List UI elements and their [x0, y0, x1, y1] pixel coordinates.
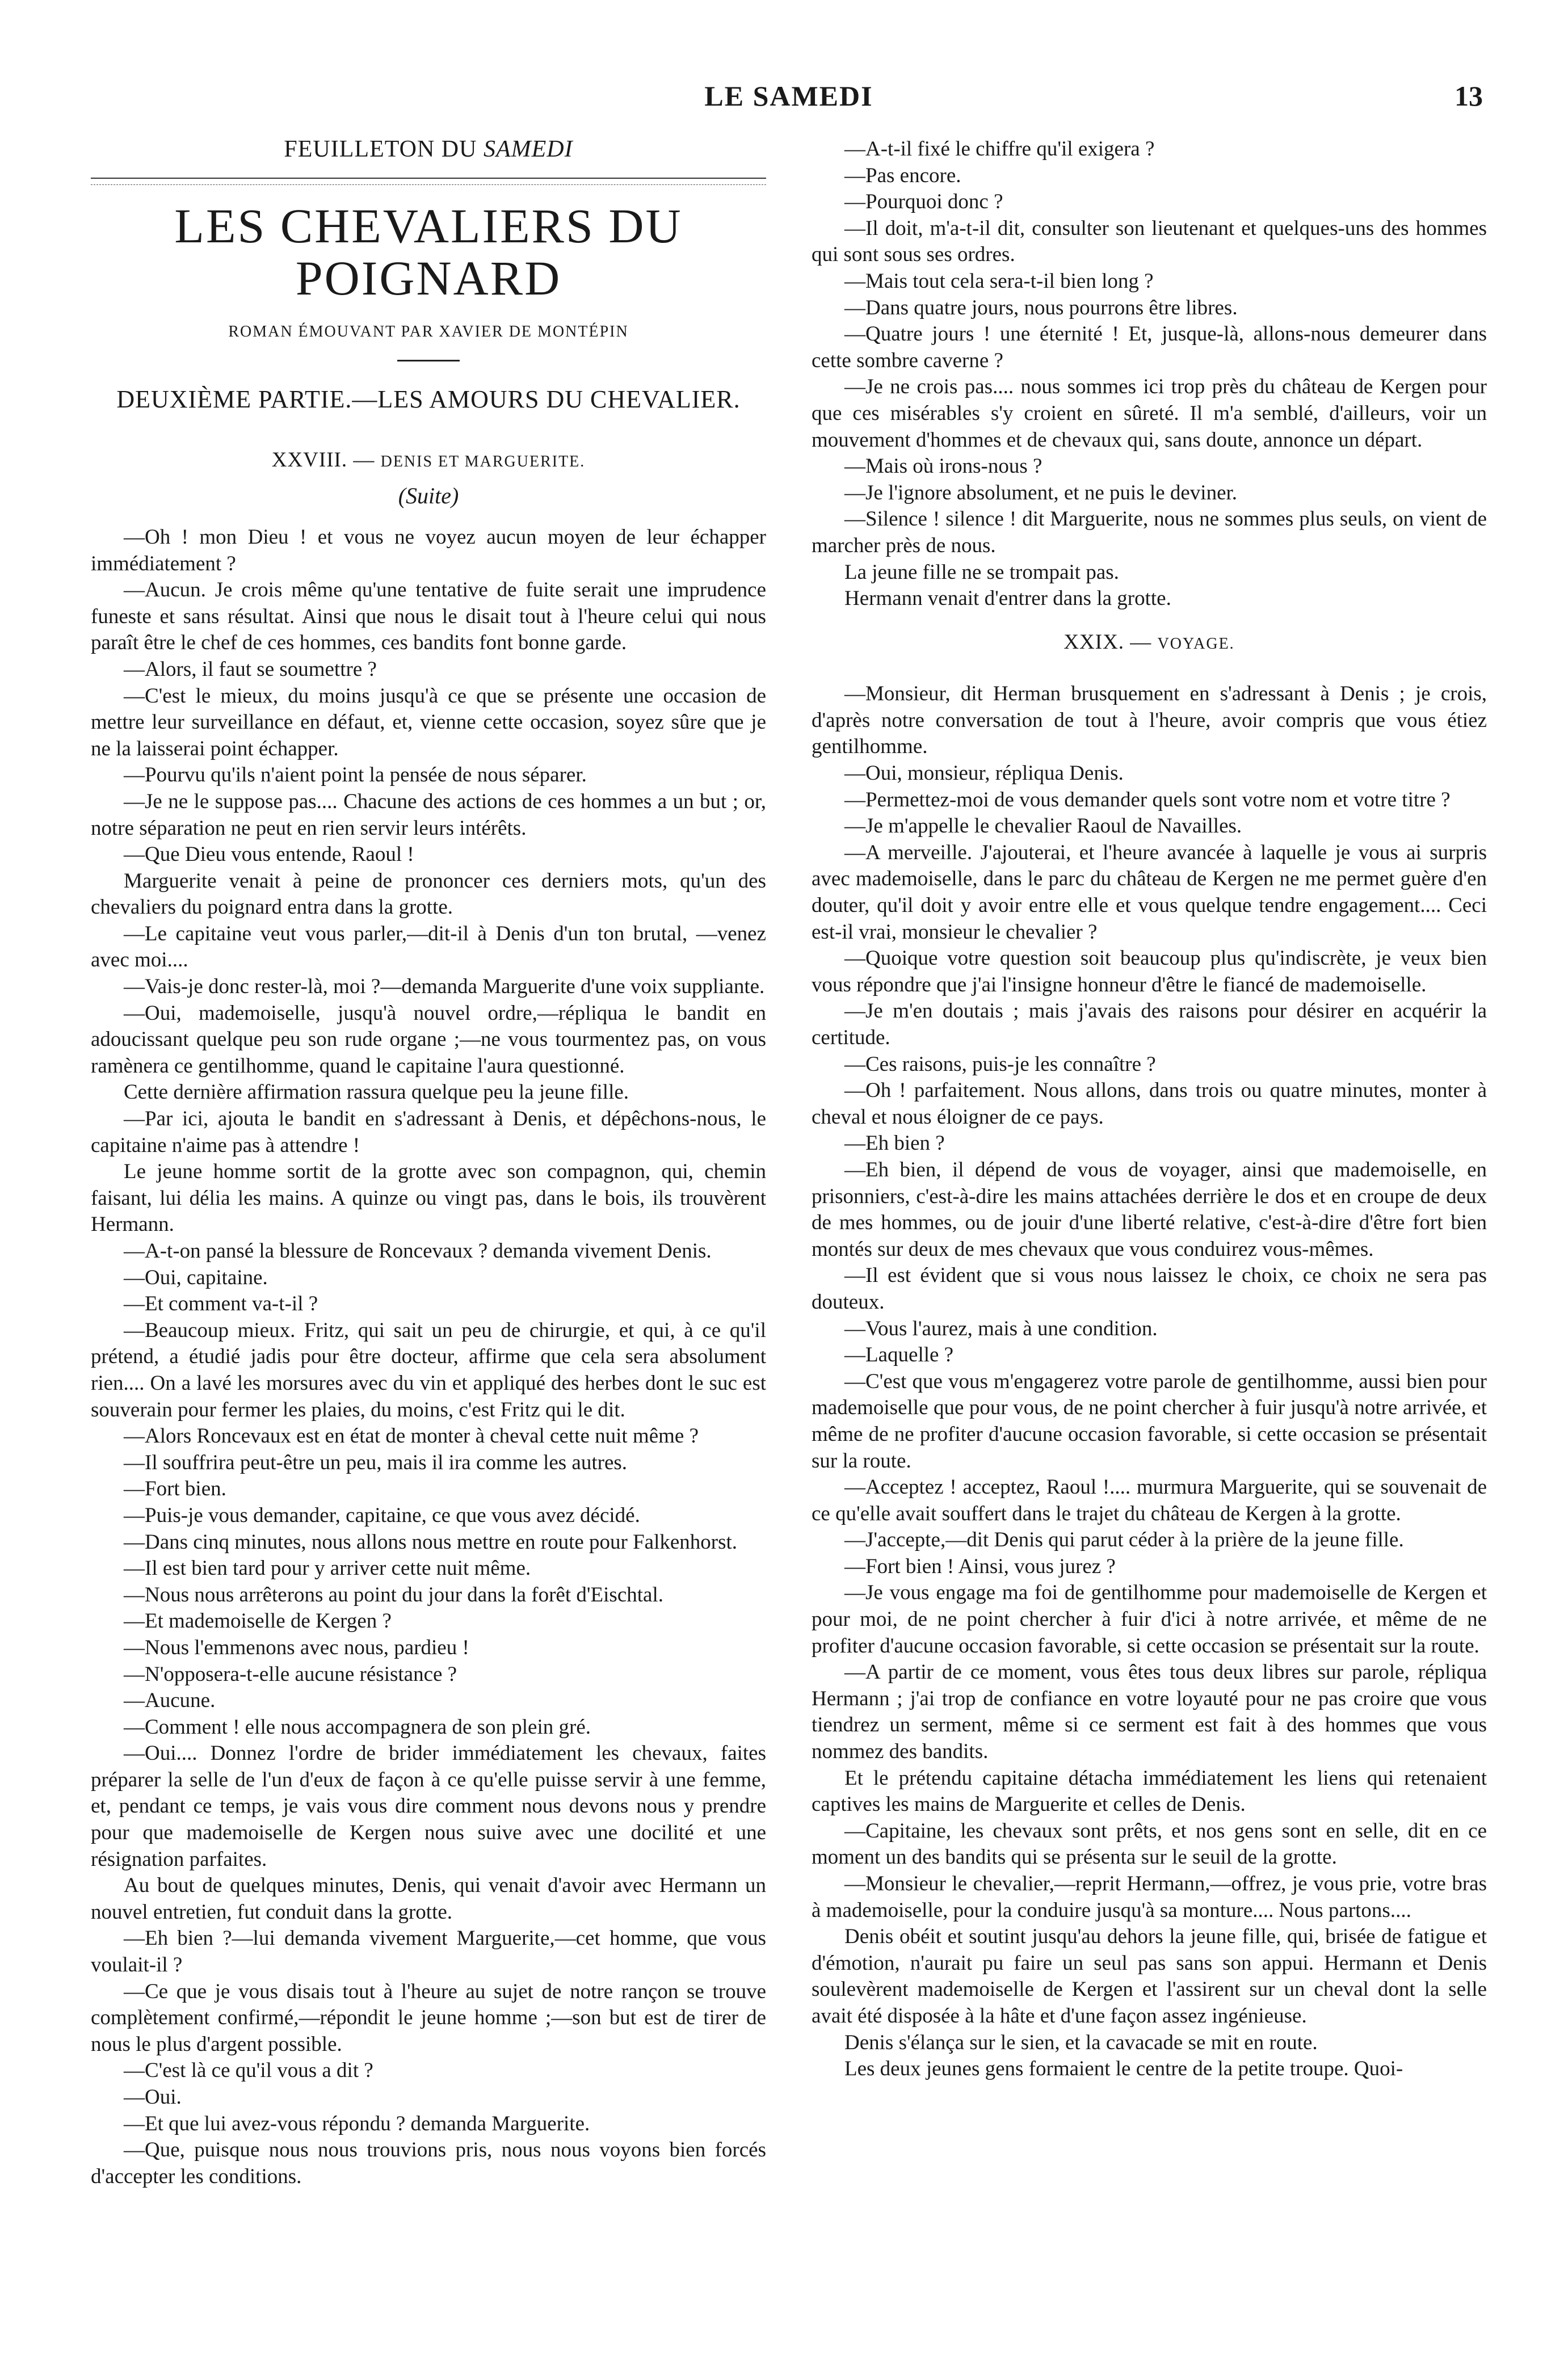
- paragraph: —Eh bien, il dépend de vous de voyager, ainsi que mademoiselle, en prisonniers, c'est-à-dire les mains attachées derrière le dos et en croupe de deux de mes hommes, ou de jouir d'une liberté relative, c'est-à-dire d'être fort bien montés sur deux de mes chevaux que vous conduirez vous-mêmes.: [812, 1158, 1487, 1261]
- paragraph: —Je m'en doutais ; mais j'avais des raisons pour désirer en acquérir la certitude.: [812, 999, 1487, 1049]
- paragraph: —Oui.... Donnez l'ordre de brider immédiatement les chevaux, faites préparer la selle de l'un d'eux de façon à ce qu'elle puisse servir à une femme, et, pendant ce temps, je vais vous dire comment nous devons nous y prendre pour que mademoiselle de Kergen nous suive avec une docilité et une résignation parfaites.: [91, 1742, 766, 1871]
- novel-title: LES CHEVALIERS DU POIGNARD: [174, 198, 683, 305]
- paragraph: —N'opposera-t-elle aucune résistance ?: [124, 1662, 457, 1686]
- right-body-text-a: [812, 136, 1487, 612]
- paragraph: —Et que lui avez-vous répondu ? demanda Marguerite.: [124, 2112, 590, 2135]
- paragraph: —Dans cinq minutes, nous allons nous mettre en route pour Falkenhorst.: [124, 1530, 738, 1554]
- paragraph: Marguerite venait à peine de prononcer ces derniers mots, qu'un des chevaliers du poignard entra dans la grotte.: [91, 869, 766, 919]
- paragraph: Cette dernière affirmation rassura quelque peu la jeune fille.: [124, 1080, 629, 1104]
- paragraph: —Quatre jours ! une éternité ! Et, jusque-là, allons-nous demeurer dans cette sombre caverne ?: [812, 322, 1487, 372]
- chapter2-heading: [812, 629, 1487, 658]
- paragraph: —Monsieur, dit Herman brusquement en s'adressant à Denis ; je crois, d'après notre conversation de tout à l'heure, avoir compris que vous étiez gentilhomme.: [812, 682, 1487, 759]
- paragraph: Hermann venait d'entrer dans la grotte.: [844, 587, 1171, 611]
- paragraph: —Aucune.: [124, 1689, 216, 1713]
- paragraph: —Et comment va-t-il ?: [124, 1292, 318, 1316]
- paragraph: —Oui, capitaine.: [124, 1265, 268, 1289]
- running-head: [0, 79, 1568, 125]
- right-column: [812, 136, 1487, 2083]
- paragraph: —Ce que je vous disais tout à l'heure au sujet de notre rançon se trouve complètement confirmé,—répondit le jeune homme ;—son but est de tirer de nous le plus d'argent possible.: [91, 1979, 766, 2056]
- paragraph: —A-t-on pansé la blessure de Roncevaux ? demanda vivement Denis.: [124, 1239, 712, 1263]
- paragraph: —Oui.: [124, 2086, 182, 2109]
- paragraph: —Je ne le suppose pas.... Chacune des actions de ces hommes a un but ; or, notre séparation ne peut en rien servir leurs intérêts.: [91, 789, 766, 840]
- right-body-text-b: [812, 681, 1487, 2082]
- part-title: DEUXIÈME PARTIE.—LES AMOURS DU CHEVALIER.: [116, 385, 741, 414]
- paragraph: —A-t-il fixé le chiffre qu'il exigera ?: [844, 137, 1155, 161]
- left-column: [91, 136, 766, 2190]
- paragraph: —Aucun. Je crois même qu'une tentative de fuite serait une imprudence funeste et sans résultat. Ainsi que nous le disait tout à l'heure celui qui nous paraît être le chef de ces hommes, ces bandits font bonne garde.: [91, 578, 766, 655]
- paragraph: —J'accepte,—dit Denis qui parut céder à la prière de la jeune fille.: [844, 1528, 1404, 1552]
- paragraph: —Laquelle ?: [844, 1343, 954, 1367]
- paragraph: —Nous nous arrêterons au point du jour dans la forêt d'Eischtal.: [124, 1583, 663, 1607]
- byline: ROMAN ÉMOUVANT PAR XAVIER DE MONTÉPIN: [228, 322, 629, 340]
- paragraph: Les deux jeunes gens formaient le centre de la petite troupe. Quoi-: [844, 2057, 1403, 2081]
- paragraph: —Et mademoiselle de Kergen ?: [124, 1609, 392, 1633]
- kicker-text: FEUILLETON DU: [284, 136, 477, 162]
- paragraph: —Ces raisons, puis-je les connaître ?: [844, 1052, 1156, 1076]
- paragraph: —C'est là ce qu'il vous a dit ?: [124, 2059, 373, 2083]
- paragraph: —C'est que vous m'engagerez votre parole de gentilhomme, aussi bien pour mademoiselle que pour vous, de ne point chercher à fuir jusqu'à notre arrivée, et même de ne profiter d'aucune occasion favorable, si cette occasion se présentait sur la route.: [812, 1369, 1487, 1473]
- chapter2-number: XXIX. —: [1063, 630, 1152, 654]
- paragraph: —Mais tout cela sera-t-il bien long ?: [844, 269, 1154, 293]
- paragraph: —Alors Roncevaux est en état de monter à cheval cette nuit même ?: [124, 1424, 699, 1448]
- paragraph: —Pas encore.: [844, 163, 961, 187]
- paragraph: —Puis-je vous demander, capitaine, ce que vous avez décidé.: [124, 1503, 640, 1527]
- paragraph: —A partir de ce moment, vous êtes tous deux libres sur parole, répliqua Hermann ; j'ai trop de confiance en votre loyauté pour ne pas croire que vous tiendrez un serment, même si ce serment est fait à des hommes que vous nommez des bandits.: [812, 1660, 1487, 1764]
- paragraph: —Oh ! parfaitement. Nous allons, dans trois ou quatre minutes, monter à cheval et nous éloigner de ce pays.: [812, 1079, 1487, 1129]
- paragraph: —Dans quatre jours, nous pourrons être libres.: [844, 296, 1238, 319]
- paragraph: La jeune fille ne se trompait pas.: [844, 560, 1119, 584]
- paragraph: —Il est évident que si vous nous laissez le choix, ce choix ne sera pas douteux.: [812, 1264, 1487, 1314]
- page-number: 13: [1455, 80, 1483, 112]
- paragraph: —Je vous engage ma foi de gentilhomme pour mademoiselle de Kergen et pour moi, de ne point chercher à fuir d'ici à notre arrivée, et même de ne profiter d'aucune occasion favorable, si cette occasion se présentait sur la route.: [812, 1581, 1487, 1658]
- paragraph: —Il souffrira peut-être un peu, mais il ira comme les autres.: [124, 1450, 628, 1474]
- paragraph: —Oh ! mon Dieu ! et vous ne voyez aucun moyen de leur échapper immédiatement ?: [91, 525, 766, 575]
- paragraph: —A merveille. J'ajouterai, et l'heure avancée à laquelle je vous ai surpris avec mademoiselle, dans le parc du château de Kergen ne me permet guère d'en douter, qu'il doit y avoir entre elle et vous quelque tendre engagement.... Ceci est-il vrai, monsieur le chevalier ?: [812, 840, 1487, 944]
- paragraph: —Que Dieu vous entende, Raoul !: [124, 843, 414, 867]
- paragraph: Le jeune homme sortit de la grotte avec son compagnon, qui, chemin faisant, lui délia les mains. A quinze ou vingt pas, dans le bois, ils trouvèrent Hermann.: [91, 1160, 766, 1237]
- chapter-title: DENIS ET MARGUERITE.: [380, 452, 586, 470]
- paragraph: —Le capitaine veut vous parler,—dit-il à Denis d'un ton brutal, —venez avec moi....: [91, 922, 766, 972]
- paragraph: —Fort bien ! Ainsi, vous jurez ?: [844, 1554, 1116, 1578]
- dashed-rule: [91, 184, 766, 185]
- paragraph: —Oui, monsieur, répliqua Denis.: [844, 762, 1124, 785]
- paragraph: —Acceptez ! acceptez, Raoul !.... murmura Marguerite, qui se souvenait de ce qu'elle avait souffert dans le trajet du château de Kergen à la grotte.: [812, 1475, 1487, 1525]
- paragraph: —Il est bien tard pour y arriver cette nuit même.: [124, 1557, 531, 1580]
- paragraph: —Quoique votre question soit beaucoup plus qu'indiscrète, je veux bien vous répondre que j'ai l'insigne honneur d'être le fiancé de mademoiselle.: [812, 947, 1487, 997]
- paragraph: —Par ici, ajouta le bandit en s'adressant à Denis, et dépêchons-nous, le capitaine n'aime pas à attendre !: [91, 1107, 766, 1157]
- paragraph: —C'est le mieux, du moins jusqu'à ce que se présente une occasion de mettre leur surveillance en défaut, et, vienne cette occasion, soyez sûre que je ne la laisserai point échapper.: [91, 684, 766, 760]
- chapter2-title: VOYAGE.: [1157, 634, 1235, 653]
- suite-label: (Suite): [398, 483, 459, 509]
- paragraph: —Silence ! silence ! dit Marguerite, nous ne sommes plus seuls, on vient de marcher près de nous.: [812, 507, 1487, 557]
- paragraph: —Capitaine, les chevaux sont prêts, et nos gens sont en selle, dit en ce moment un des bandits qui se présenta sur le seuil de la grotte.: [812, 1819, 1487, 1869]
- paragraph: —Je m'appelle le chevalier Raoul de Navailles.: [844, 814, 1242, 838]
- newspaper-title: LE SAMEDI: [704, 80, 873, 112]
- paragraph: —Vais-je donc rester-là, moi ?—demanda Marguerite d'une voix suppliante.: [124, 975, 765, 999]
- paragraph: —Oui, mademoiselle, jusqu'à nouvel ordre,—répliqua le bandit en adoucissant quelque peu son rude organe ;—ne vous tourmentez pas, on vous ramènera ce gentilhomme, quand le capitaine l'aura questionné.: [91, 1001, 766, 1078]
- kicker-emphasis: SAMEDI: [483, 136, 573, 162]
- paragraph: —Vous l'aurez, mais à une condition.: [844, 1317, 1158, 1340]
- paragraph: —Je ne crois pas.... nous sommes ici trop près du château de Kergen pour que ces misérables s'y croient en sûreté. Il m'a semblé, d'ailleurs, voir un mouvement d'hommes et de chevaux qui, sans doute, annonce un départ.: [812, 375, 1487, 452]
- paragraph: —Permettez-moi de vous demander quels sont votre nom et votre titre ?: [844, 788, 1451, 812]
- paragraph: —Eh bien ?—lui demanda vivement Marguerite,—cet homme, que vous voulait-il ?: [91, 1927, 766, 1977]
- paragraph: —Eh bien ?: [844, 1132, 945, 1155]
- paragraph: —Je l'ignore absolument, et ne puis le deviner.: [844, 481, 1238, 504]
- paragraph: —Pourquoi donc ?: [844, 190, 1003, 214]
- paragraph: Au bout de quelques minutes, Denis, qui venait d'avoir avec Hermann un nouvel entretien, fut conduit dans la grotte.: [91, 1874, 766, 1924]
- paragraph: —Mais où irons-nous ?: [844, 455, 1042, 478]
- header-rule: [91, 178, 766, 179]
- paragraph: —Fort bien.: [124, 1477, 226, 1501]
- paragraph: —Comment ! elle nous accompagnera de son plein gré.: [124, 1715, 591, 1739]
- paragraph: —Nous l'emmenons avec nous, pardieu !: [124, 1635, 469, 1659]
- paragraph: Et le prétendu capitaine détacha immédiatement les liens qui retenaient captives les mains de Marguerite et celles de Denis.: [812, 1766, 1487, 1817]
- chapter-number: XXVIII. —: [271, 448, 375, 472]
- feuilleton-kicker: [91, 136, 766, 163]
- paragraph: —Il doit, m'a-t-il dit, consulter son lieutenant et quelques-uns des hommes qui sont sous ses ordres.: [812, 216, 1487, 267]
- short-rule: [397, 360, 460, 361]
- paragraph: Denis obéit et soutint jusqu'au dehors la jeune fille, qui, brisée de fatigue et d'émotion, n'aurait pu faire un seul pas sans son appui. Hermann et Denis soulevèrent mademoiselle de Kergen et l'assirent sur un cheval dont la selle avait été disposée à la hâte et d'une façon assez ingénieuse.: [812, 1925, 1487, 2028]
- chapter-heading: [91, 447, 766, 476]
- paragraph: —Beaucoup mieux. Fritz, qui sait un peu de chirurgie, et qui, à ce qu'il prétend, a étudié jadis pour être docteur, affirme que cela sera absolument rien.... On a lavé les morsures avec du vin et appliqué des herbes dont le suc est souverain pour fermer les plaies, du moins, c'est Fritz qui le dit.: [91, 1318, 766, 1422]
- paragraph: —Alors, il faut se soumettre ?: [124, 657, 377, 681]
- paragraph: Denis s'élança sur le sien, et la cavacade se mit en route.: [844, 2030, 1318, 2054]
- paragraph: —Monsieur le chevalier,—reprit Hermann,—offrez, je vous prie, votre bras à mademoiselle, pour la conduire jusqu'à sa monture.... Nous partons....: [812, 1872, 1487, 1922]
- paragraph: —Que, puisque nous nous trouvions pris, nous nous voyons bien forcés d'accepter les conditions.: [91, 2138, 766, 2188]
- paragraph: —Pourvu qu'ils n'aient point la pensée de nous séparer.: [124, 763, 587, 787]
- left-body-text: [91, 524, 766, 2190]
